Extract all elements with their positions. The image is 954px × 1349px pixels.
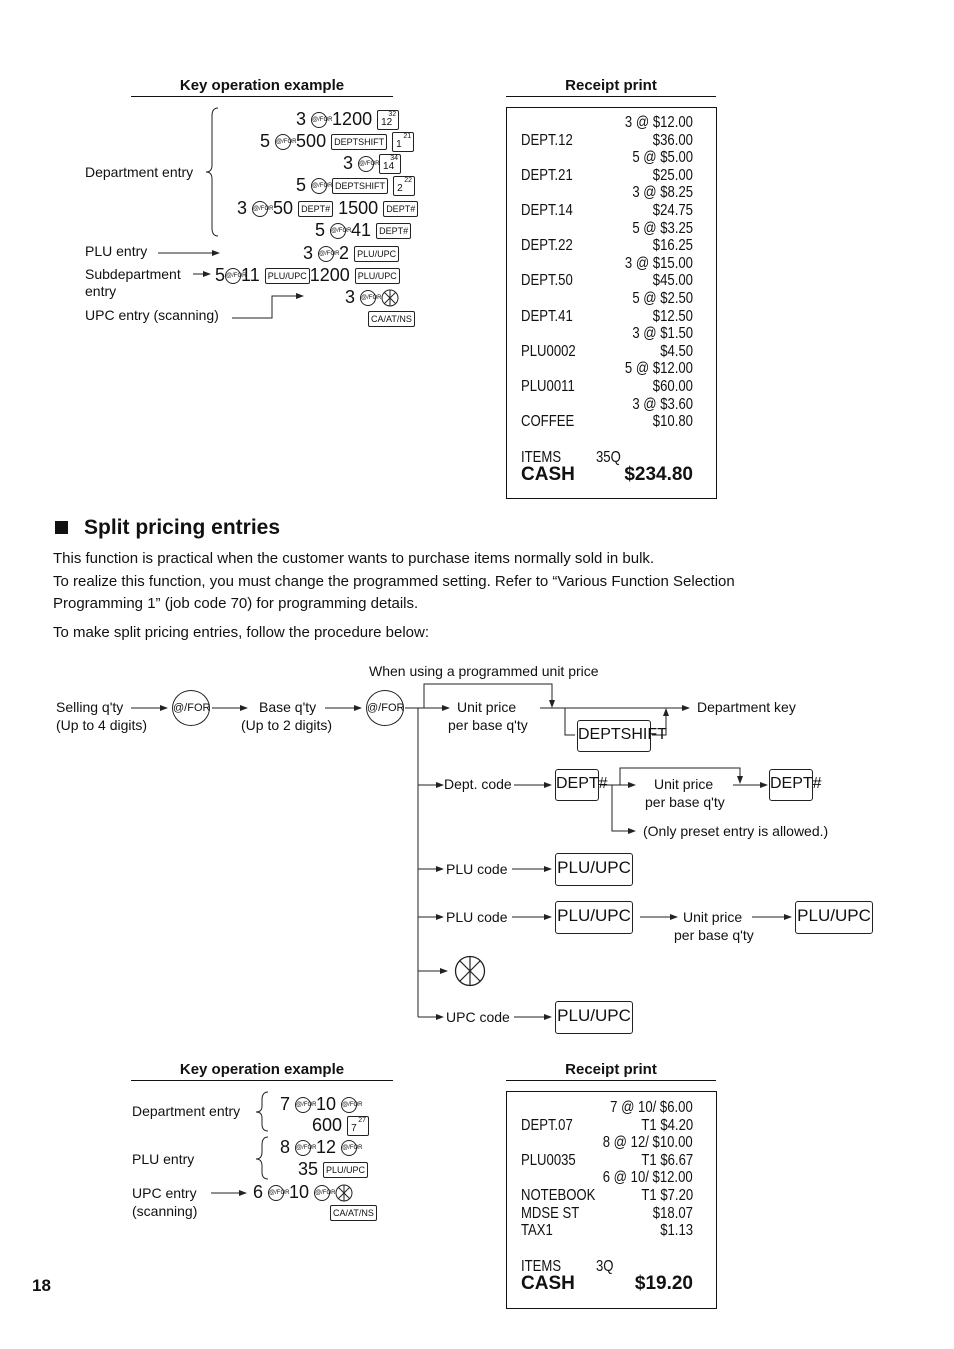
plu-upc-key: PLU/UPC: [555, 1001, 633, 1034]
ca-at-ns-key: CA/AT/NS: [368, 311, 415, 327]
dept-key-1: 21 1: [392, 132, 414, 152]
subdepartment-entry-label-2: entry: [85, 283, 117, 299]
for-key: @/FOR: [225, 268, 241, 284]
receipt-item-label: PLU0011: [521, 378, 575, 395]
key-operation-header: Key operation example: [179, 77, 345, 94]
key-row-6: 5 @/FOR 41 DEPT#: [315, 220, 411, 241]
for-key: @/FOR: [252, 201, 268, 217]
plu-entry-label: PLU entry: [132, 1151, 195, 1167]
department-entry-label: Department entry: [132, 1103, 241, 1119]
unit-price-sub: per base q'ty: [448, 717, 528, 733]
upc-code-label: UPC code: [446, 1009, 510, 1025]
upc-entry-label-2: (scanning): [132, 1203, 198, 1219]
key-row-5: 3 @/FOR 50 DEPT# 1500 DEPT#: [237, 198, 418, 219]
unit-price-label: Unit price: [654, 776, 714, 792]
receipt-amount: $25.00: [652, 166, 693, 184]
receipt-item-label: DEPT.12: [521, 131, 573, 149]
bottom-key-row-2: 600 27 7: [312, 1115, 369, 1136]
plu-upc-key: PLU/UPC: [555, 853, 633, 886]
receipt-print-header: Receipt print: [565, 77, 657, 94]
receipt-qty-price: 8 @ 12/ $10.00: [603, 1134, 693, 1152]
plu-upc-key: PLU/UPC: [354, 246, 399, 262]
for-key: @/FOR: [314, 1185, 330, 1201]
preset-note: (Only preset entry is allowed.): [643, 823, 829, 839]
for-key: @/FOR: [318, 246, 334, 262]
receipt-cash-label: CASH: [521, 464, 575, 485]
receipt-items-value: 35Q: [596, 449, 621, 466]
receipt-qty-price: 3 @ $15.00: [624, 254, 693, 272]
dept-hash-key: DEPT#: [383, 201, 418, 217]
receipt-amount: T1 $7.20: [641, 1187, 693, 1204]
receipt-qty-price: 5 @ $5.00: [632, 149, 693, 167]
plu-upc-key: PLU/UPC: [265, 268, 310, 284]
receipt-amount: $36.00: [652, 131, 693, 149]
for-key: @/FOR: [295, 1097, 311, 1113]
bottom-key-row-1: 7 @/FOR 10 @/FOR: [280, 1094, 363, 1114]
ca-at-ns-key: CA/AT/NS: [330, 1205, 377, 1221]
upc-entry-label: UPC entry: [132, 1185, 197, 1201]
receipt-cash-label: CASH: [521, 1273, 575, 1294]
for-key: @/FOR: [295, 1140, 311, 1156]
deptshift-key: DEPTSHIFT: [331, 134, 387, 150]
receipt-qty-price: 6 @ 10/ $12.00: [603, 1169, 693, 1187]
dept-hash-key: DEPT#: [555, 769, 599, 801]
receipt-qty-price: 5 @ $3.25: [632, 219, 693, 237]
plu-upc-key: PLU/UPC: [355, 268, 400, 284]
for-key: @/FOR: [341, 1097, 357, 1113]
receipt-amount: T1 $6.67: [641, 1151, 693, 1169]
receipt-qty-price: 3 @ $12.00: [624, 114, 693, 131]
programmed-price-note: When using a programmed unit price: [369, 663, 599, 679]
receipt-item-label: DEPT.50: [521, 272, 573, 290]
paragraph-2b: Programming 1” (job code 70) for programming details.: [53, 595, 419, 612]
plu-upc-key: PLU/UPC: [555, 901, 633, 934]
key-row-3: 3 @/FOR 34 14: [343, 153, 401, 174]
for-key: @/FOR: [366, 690, 404, 726]
ca-at-ns-row: [330, 1204, 377, 1222]
receipt-amount: $18.07: [652, 1204, 693, 1222]
unit-price-sub: per base q'ty: [674, 927, 754, 943]
plu-upc-key: PLU/UPC: [323, 1162, 368, 1178]
receipt-cash-total: $19.20: [634, 1273, 693, 1294]
key-operation-header: Key operation example: [179, 1061, 345, 1078]
receipt-qty-price: 5 @ $2.50: [632, 290, 693, 307]
paragraph-3: To make split pricing entries, follow the procedure below:: [53, 624, 430, 641]
bottom-key-row-4: 35 PLU/UPC: [298, 1159, 368, 1180]
key-row-8: 5@/FOR11 PLU/UPC 1200 PLU/UPC: [215, 265, 400, 286]
receipt-amount: $4.50: [660, 342, 693, 360]
receipt-qty-price: 3 @ $3.60: [632, 395, 693, 413]
base-qty-label: Base q'ty: [259, 699, 317, 715]
selling-qty-label: Selling q'ty: [56, 699, 124, 715]
bottom-key-row-5: 6 @/FOR 10 @/FOR: [253, 1182, 353, 1203]
for-key: @/FOR: [275, 134, 291, 150]
receipt-amount: $45.00: [652, 272, 693, 290]
key-row-4: 5 @/FOR DEPTSHIFT 22 2: [296, 175, 415, 196]
for-key: @/FOR: [172, 690, 210, 726]
receipt-item-label: TAX1: [521, 1222, 553, 1240]
receipt-items-label: ITEMS: [521, 1258, 562, 1275]
unit-price-label: Unit price: [683, 909, 743, 925]
subdepartment-entry-label: Subdepartment: [85, 266, 181, 282]
receipt-amount: $24.75: [652, 202, 693, 219]
dept-code-label: Dept. code: [444, 776, 512, 792]
receipt-item-label: PLU0035: [521, 1151, 576, 1169]
for-key: @/FOR: [311, 178, 327, 194]
receipt-print-header: Receipt print: [565, 1061, 657, 1078]
unit-price-label: Unit price: [457, 699, 517, 715]
for-key: @/FOR: [341, 1140, 357, 1156]
scan-icon: [335, 1184, 353, 1202]
deptshift-key: DEPTSHIFT: [332, 178, 388, 194]
receipt-item-label: DEPT.14: [521, 202, 573, 219]
dept-hash-key: DEPT#: [769, 769, 813, 801]
department-entry-label: Department entry: [85, 164, 194, 180]
receipt-items-value: 3Q: [596, 1258, 614, 1275]
base-qty-sub: (Up to 2 digits): [241, 717, 333, 733]
key-row-9: 3 @/FOR: [345, 287, 399, 308]
receipt-amount: $10.80: [652, 413, 693, 431]
key-row-2: 5 @/FOR 500 DEPTSHIFT 21 1: [260, 131, 414, 152]
receipt-item-label: DEPT.41: [521, 307, 573, 325]
dept-key-14: 34 14: [379, 154, 401, 174]
key-row-7: 3 @/FOR 2 PLU/UPC: [303, 243, 399, 264]
receipt-qty-price: 5 @ $12.00: [624, 360, 693, 378]
receipt-qty-price: 3 @ $8.25: [632, 184, 693, 202]
receipt-item-label: NOTEBOOK: [521, 1187, 596, 1204]
receipt-item-label: PLU0002: [521, 342, 576, 360]
receipt-qty-price: 3 @ $1.50: [632, 325, 693, 343]
receipt-item-label: MDSE ST: [521, 1204, 580, 1222]
bottom-key-row-3: 8 @/FOR 12 @/FOR: [280, 1137, 363, 1157]
department-key-label: Department key: [697, 699, 796, 715]
for-key: @/FOR: [360, 290, 376, 306]
upc-entry-label: UPC entry (scanning): [85, 307, 219, 323]
dept-hash-key: DEPT#: [376, 223, 411, 239]
receipt-qty-price: 7 @ 10/ $6.00: [610, 1099, 693, 1116]
selling-qty-sub: (Up to 4 digits): [56, 717, 148, 733]
dept-key-12: 32 12: [377, 110, 399, 130]
dept-key-7: 27 7: [347, 1116, 369, 1136]
for-key: @/FOR: [268, 1185, 284, 1201]
paragraph-1: This function is practical when the customer wants to purchase items normally sold in bulk.: [53, 550, 655, 567]
for-key: @/FOR: [330, 223, 346, 239]
receipt-amount: $1.13: [660, 1222, 693, 1240]
receipt-items-label: ITEMS: [521, 449, 562, 466]
receipt-amount: $16.25: [652, 237, 693, 255]
dept-key-2: 22 2: [393, 176, 415, 196]
receipt-amount: T1 $4.20: [641, 1116, 693, 1134]
receipt-amount: $12.50: [652, 307, 693, 325]
unit-price-sub: per base q'ty: [645, 794, 725, 810]
receipt-item-label: DEPT.07: [521, 1116, 573, 1134]
receipt-item-label: COFFEE: [521, 413, 575, 431]
plu-entry-label: PLU entry: [85, 243, 148, 259]
paragraph-2a: To realize this function, you must change the programmed setting. Refer to “Various Function Selection: [53, 573, 735, 590]
plu-code-label: PLU code: [446, 861, 508, 877]
receipt-amount: $60.00: [652, 378, 693, 395]
receipt-bottom-lines: [506, 1091, 715, 1307]
dept-hash-key: DEPT#: [298, 201, 333, 217]
key-row-1: 3 @/FOR 1200 32 12: [296, 109, 399, 130]
plu-upc-key: PLU/UPC: [795, 901, 873, 934]
plu-code-label: PLU code: [446, 909, 508, 925]
deptshift-key: DEPTSHIFT: [577, 720, 651, 752]
page-number: 18: [32, 1276, 51, 1295]
receipt-item-label: DEPT.22: [521, 237, 573, 255]
receipt-item-label: DEPT.21: [521, 166, 573, 184]
receipt-cash-total: $234.80: [624, 464, 693, 485]
section-title: Split pricing entries: [84, 516, 281, 539]
for-key: @/FOR: [311, 112, 327, 128]
for-key: @/FOR: [358, 156, 374, 172]
